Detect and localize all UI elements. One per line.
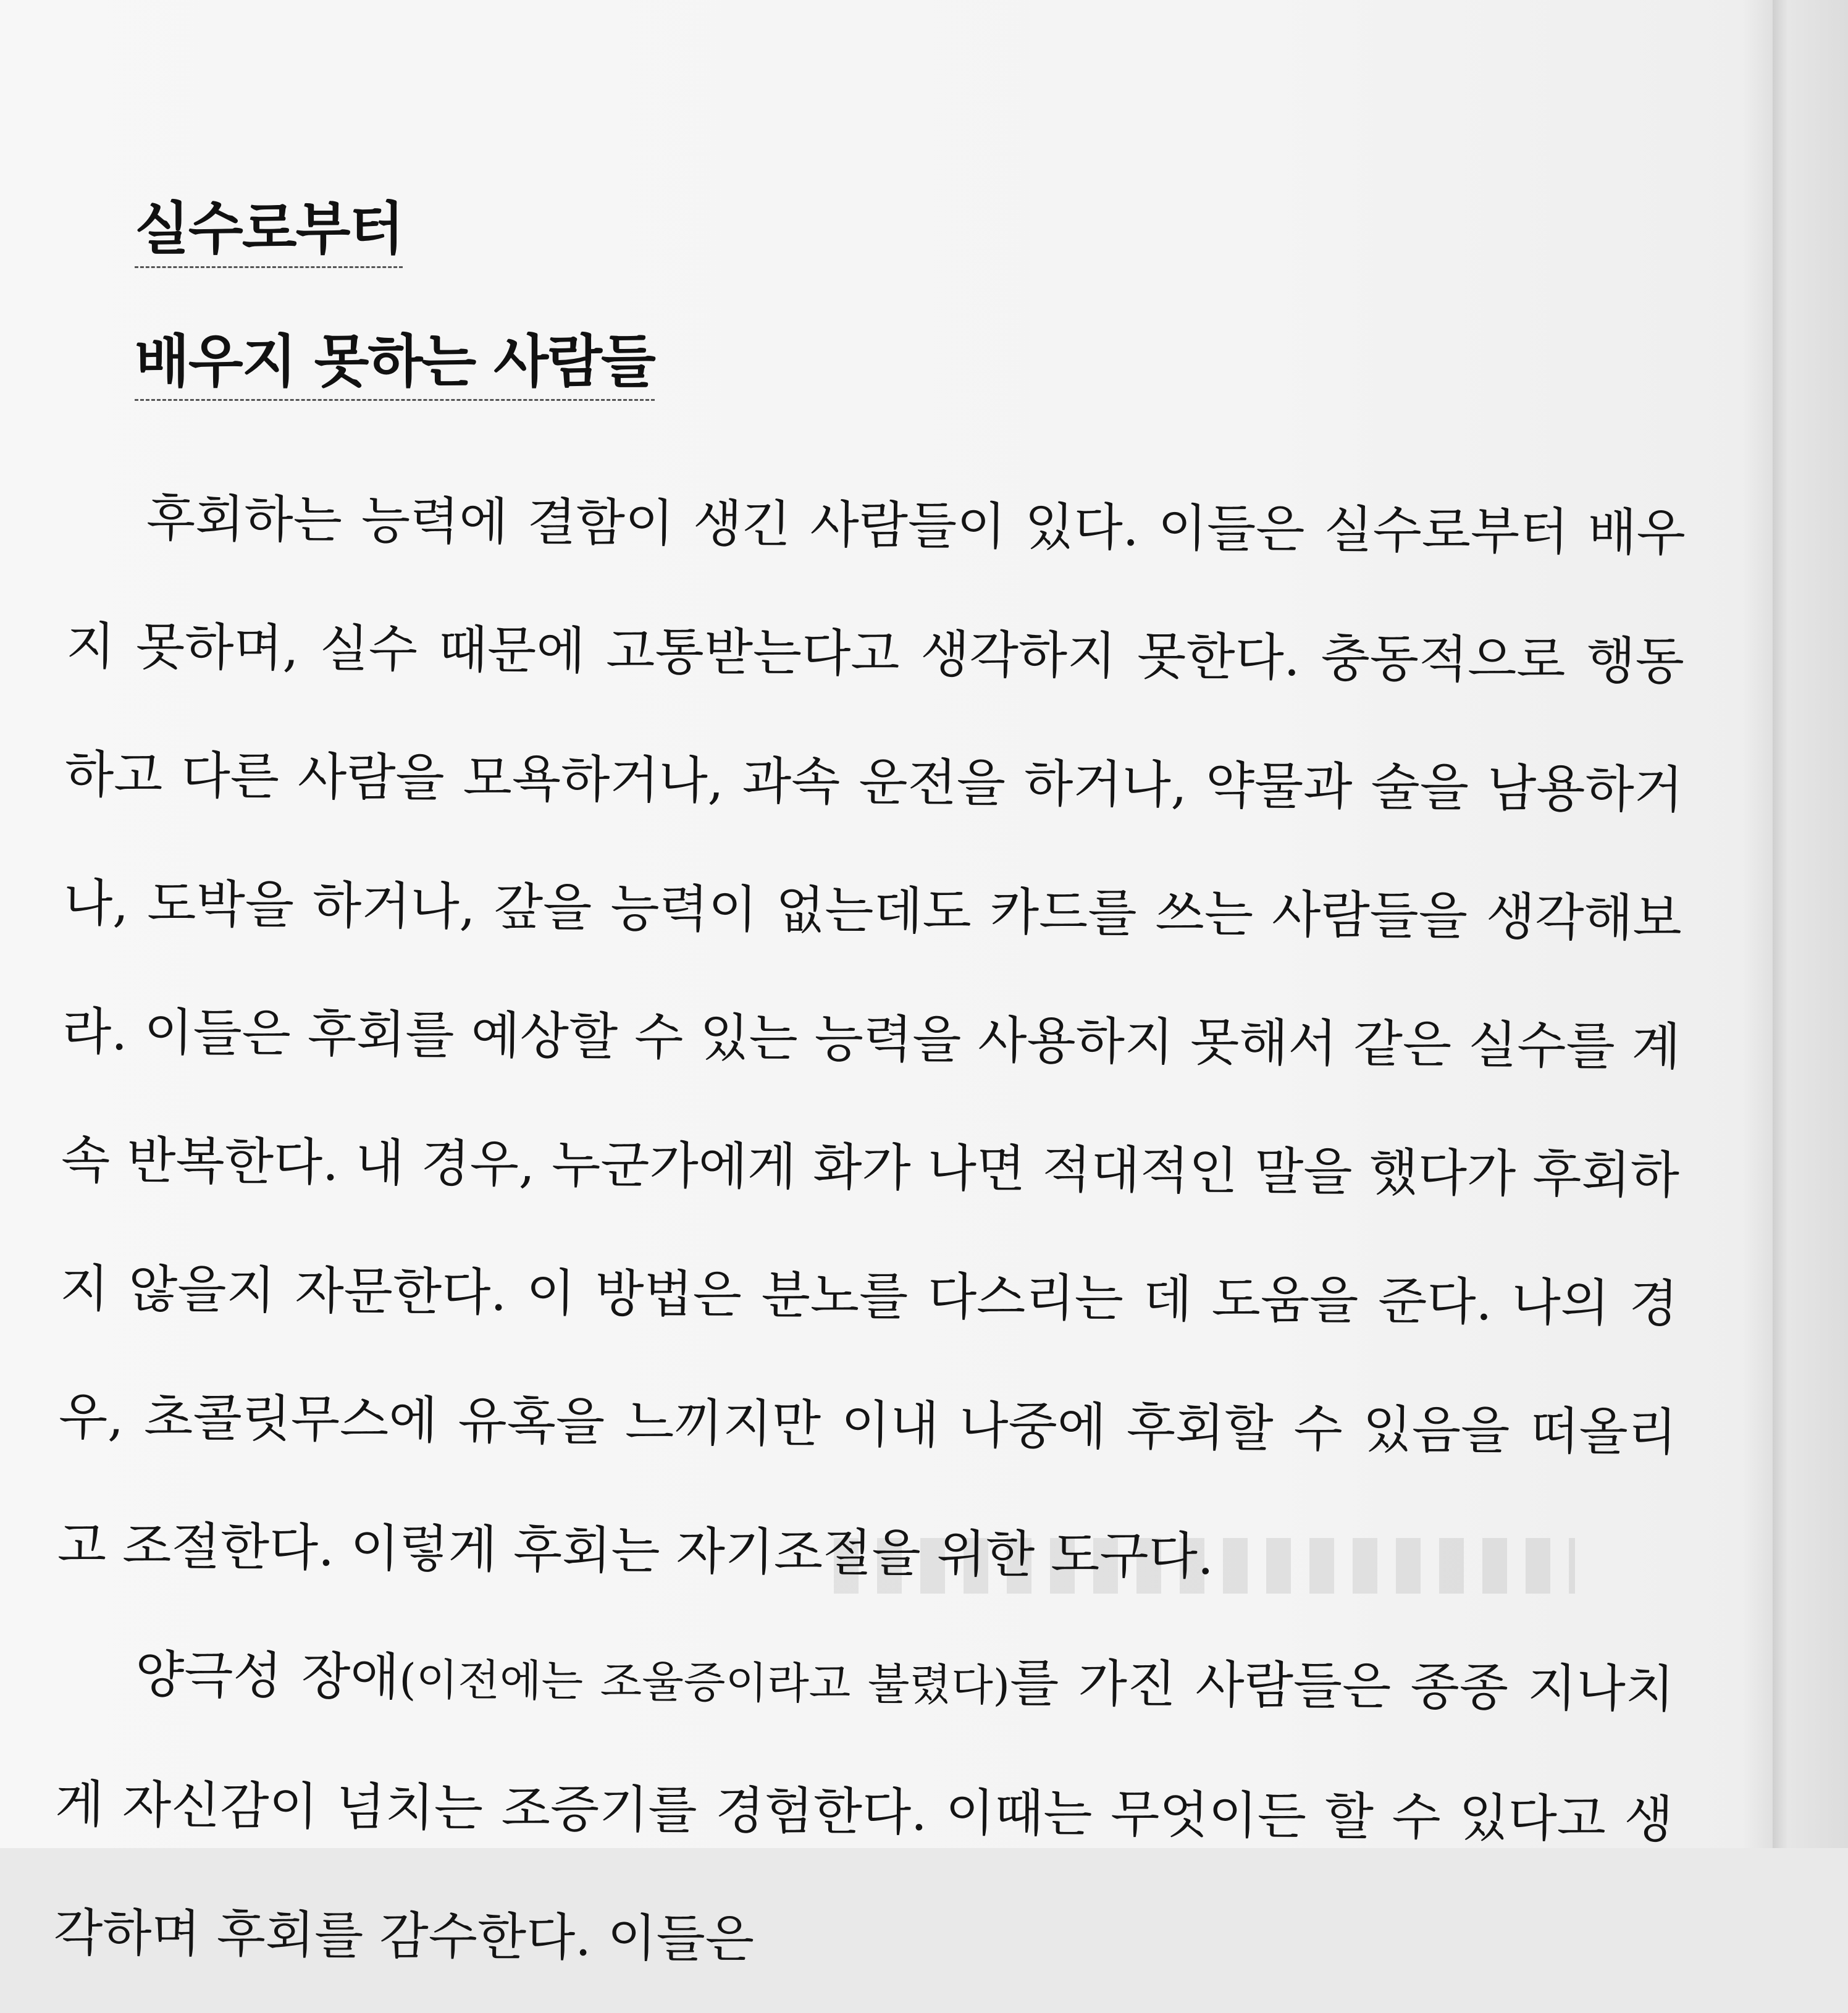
section-heading-line-2: 배우지 못하는 사람들 <box>135 330 655 401</box>
body-text <box>53 454 1686 2013</box>
paragraph-2 <box>53 1610 1675 2013</box>
page-gutter-shadow <box>1742 0 1773 1848</box>
show-through-text <box>834 1538 1575 1594</box>
paragraph-2-start: 양극성 장애 <box>135 1645 400 1707</box>
page-edge <box>1773 0 1848 1848</box>
section-heading-line-1: 실수로부터 <box>135 198 403 268</box>
paragraph-2-parenthetical: (이전에는 조울증이라고 불렸다) <box>398 1654 1010 1711</box>
paragraph-2-rest: 를 가진 사람들은 종종 지나치게 자신감이 넘치는 조증기를 경험한다. 이때는 무엇이든 할 수 있다고 생각하며 후회를 감수한다. 이들은 <box>53 1654 1675 1969</box>
paragraph-1: 후회하는 능력에 결함이 생긴 사람들이 있다. 이들은 실수로부터 배우지 못하며, 실수 때문에 고통받는다고 생각하지 못한다. 충동적으로 행동하고 다른 사람을 모욕하거나, 과속 운전을 하거나, 약물과 술을 남용하거나, 도박을 하거나, 갚을 능력이 없는데도 카드를 쓰는 사람들을 생각해보라. 이들은 후회를 예상할 수 있는 능력을 사용하지 못해서 같은 실수를 계속 반복한다. 내 경우, 누군가에게 화가 나면 적대적인 말을 했다가 후회하지 않을지 자문한다. 이 방법은 분노를 다스리는 데 도움을 준다. 나의 경우, 초콜릿무스에 유혹을 느끼지만 이내 나중에 후회할 수 있음을 떠올리고 조절한다. 이렇게 후회는 자기조절을 위한 도구다. <box>57 489 1686 1586</box>
